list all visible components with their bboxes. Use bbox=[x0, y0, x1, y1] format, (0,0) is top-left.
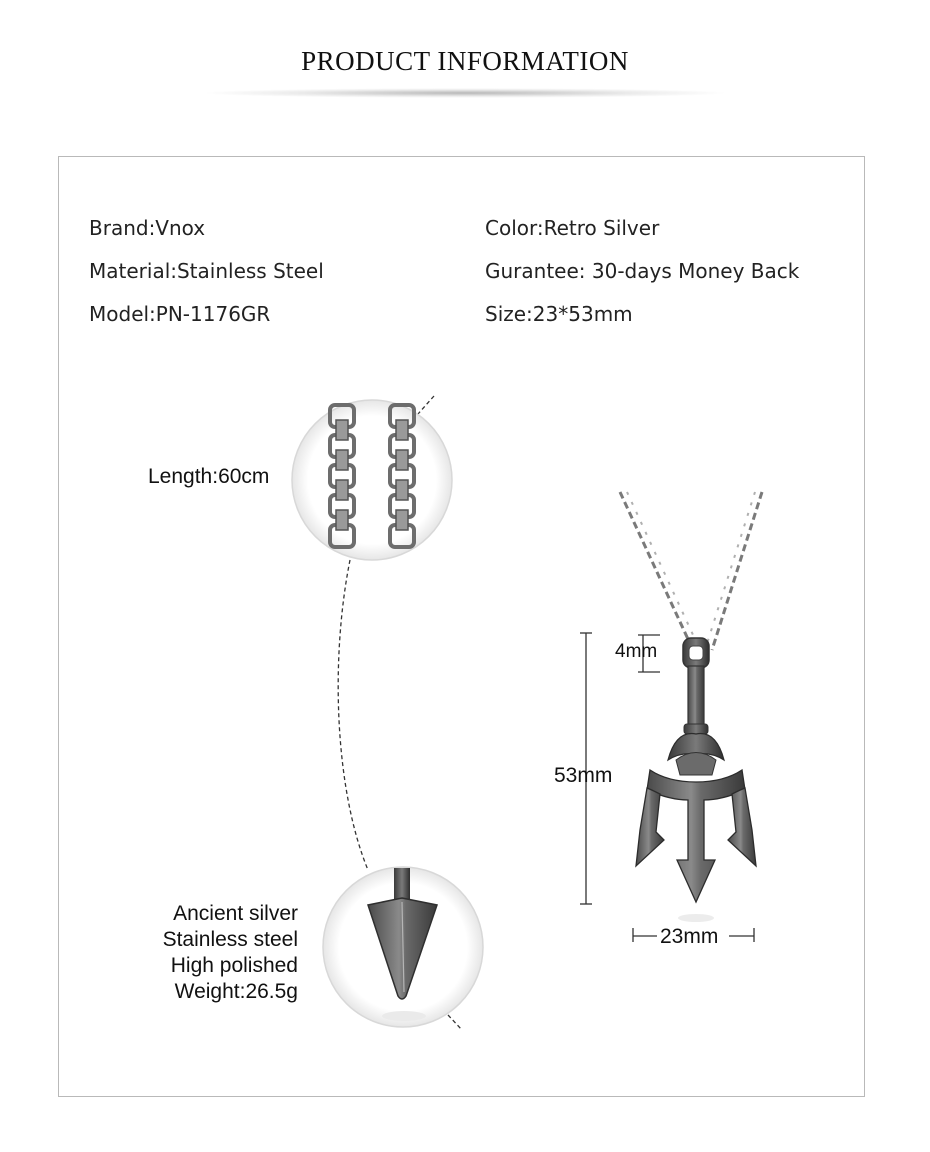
length-connector-line bbox=[338, 560, 368, 870]
spec-color: Color:Retro Silver bbox=[485, 216, 660, 240]
spec-guarantee: Gurantee: 30-days Money Back bbox=[485, 259, 800, 283]
spec-material: Material:Stainless Steel bbox=[89, 259, 324, 283]
feature-item: Ancient silver bbox=[173, 902, 298, 925]
spec-brand: Brand:Vnox bbox=[89, 216, 206, 240]
chain-detail-icon bbox=[292, 400, 452, 560]
spear-tip-icon bbox=[323, 867, 483, 1027]
chain-connector-line bbox=[418, 396, 434, 414]
feature-item: High polished bbox=[170, 954, 298, 977]
bail-size-label: 4mm bbox=[615, 641, 658, 662]
page-title: PRODUCT INFORMATION bbox=[301, 46, 629, 76]
length-label: Length:60cm bbox=[148, 465, 270, 488]
tip-connector-line bbox=[448, 1015, 462, 1030]
feature-item: Stainless steel bbox=[162, 928, 298, 951]
trident-pendant-icon bbox=[620, 492, 762, 922]
height-label: 53mm bbox=[554, 764, 613, 787]
spec-size: Size:23*53mm bbox=[485, 302, 633, 326]
spec-model: Model:PN-1176GR bbox=[89, 302, 271, 326]
width-label: 23mm bbox=[660, 925, 719, 948]
feature-item: Weight:26.5g bbox=[174, 980, 298, 1003]
